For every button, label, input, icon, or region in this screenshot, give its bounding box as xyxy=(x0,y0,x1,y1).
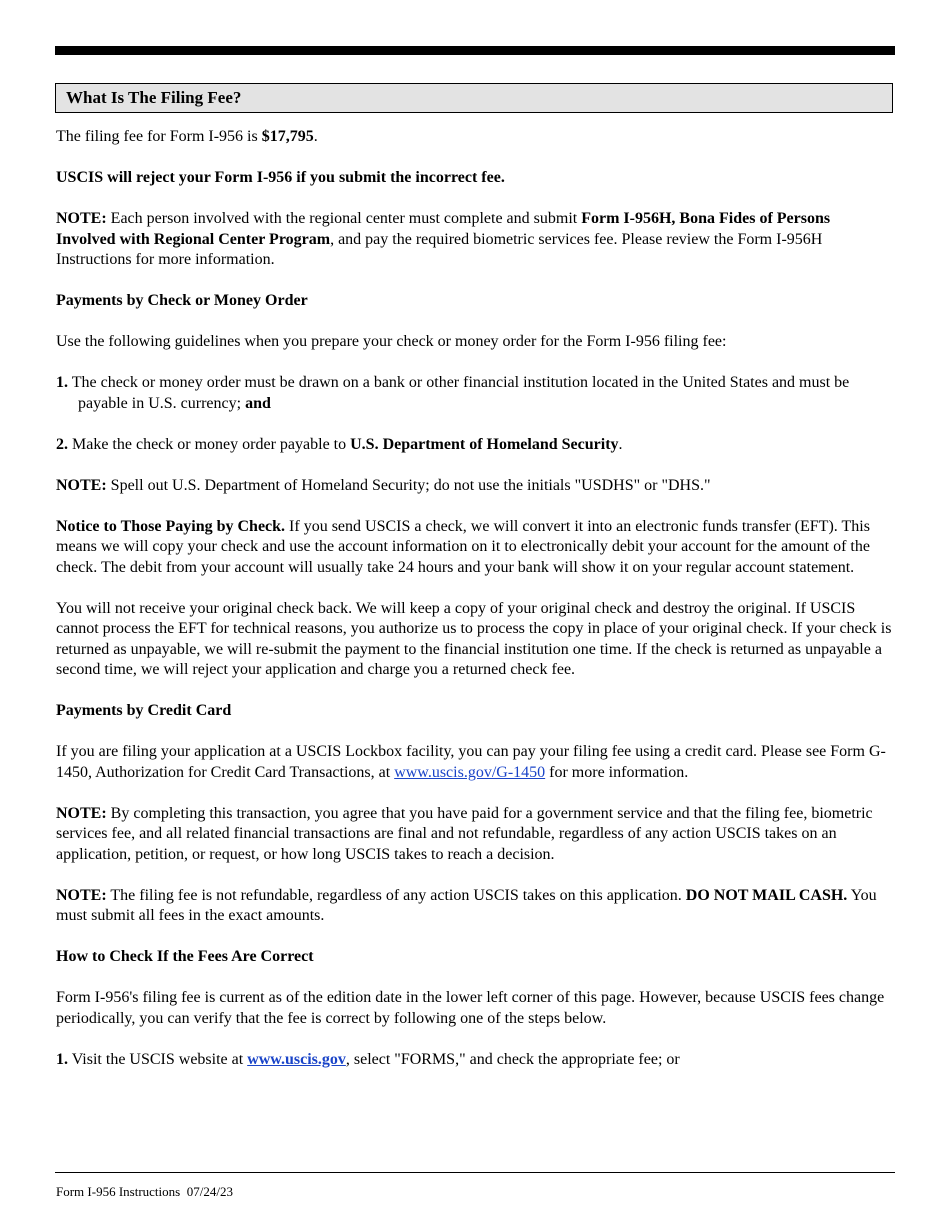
page-footer xyxy=(56,1184,233,1200)
step-item: 1. Visit the USCIS website at www.uscis.gov, select "FORMS," and check the appropriate fee; or xyxy=(56,1050,680,1068)
original-check-paragraph: You will not receive your original check back. We will keep a copy of your original check and destroy the original. If USCIS cannot process the EFT for technical reasons, you authorize us to process the copy in place of your original check. If your check is returned as unpayable, we will re-submit the payment to the financial institution one time. If the check is returned as unpayable a second time, we will reject your application and charge you a returned check fee. xyxy=(56,599,892,678)
form-name: Form I-956H, Bona Fides of Persons Involved with Regional Center Program xyxy=(56,210,831,248)
guidelines-intro: Use the following guidelines when you prepare your check or money order for the Form I-956 filing fee: xyxy=(56,333,727,350)
credit-heading: Payments by Credit Card xyxy=(56,702,232,719)
uscis-link[interactable]: www.uscis.gov xyxy=(247,1050,346,1068)
notice-check: Notice to Those Paying by Check. If you send USCIS a check, we will convert it into an electronic funds transfer (EFT). This means we will copy your check and use the account information on it to electronically debit your account for the amount of the check. The debit from your account will usually take 24 hours and your bank will show it on your regular account statement. xyxy=(56,517,870,576)
fee-paragraph: The filing fee for Form I-956 is $17,795. xyxy=(56,128,318,145)
fees-paragraph: Form I-956's filing fee is current as of the edition date in the lower left corner of this page. However, because USCIS fees change periodically, you can verify that the fee is correct by following one of the steps below. xyxy=(56,989,885,1027)
note-bona-fides: NOTE: Each person involved with the regional center must complete and submit Form I-956H, Bona Fides of Persons Involved with Regional Center Program, and pay the required biometric services fee. Please review the Form I-956H Instructions for more information. xyxy=(56,210,831,268)
top-rule xyxy=(55,46,895,55)
g1450-link[interactable]: www.uscis.gov/G-1450 xyxy=(394,763,546,781)
note-label: NOTE: xyxy=(56,210,107,227)
footer-date: 07/24/23 xyxy=(186,1184,233,1199)
note-spell-out: NOTE: Spell out U.S. Department of Homeland Security; do not use the initials "USDHS" or "DHS." xyxy=(56,476,711,494)
guideline-item: 1. The check or money order must be drawn on a bank or other financial institution located in the United States and must be payable in U.S. currency; and xyxy=(56,374,850,412)
footer-rule xyxy=(55,1172,895,1173)
section-header xyxy=(55,83,893,113)
credit-paragraph: If you are filing your application at a USCIS Lockbox facility, you can pay your filing fee using a credit card. Please see Form G-1450, Authorization for Credit Card Transactions, at www.uscis.gov/G-1450 for more information. xyxy=(56,743,886,781)
note-refund: NOTE: The filing fee is not refundable, regardless of any action USCIS takes on this application. DO NOT MAIL CASH. You must submit all fees in the exact amounts. xyxy=(56,886,877,924)
section-title: What Is The Filing Fee? xyxy=(66,88,242,107)
payee: U.S. Department of Homeland Security xyxy=(350,435,619,453)
check-heading: Payments by Check or Money Order xyxy=(56,292,308,309)
guideline-item: 2. Make the check or money order payable to U.S. Department of Homeland Security. xyxy=(56,435,623,453)
reject-warning: USCIS will reject your Form I-956 if you submit the incorrect fee. xyxy=(56,169,505,186)
fees-heading: How to Check If the Fees Are Correct xyxy=(56,948,314,965)
footer-form: Form I-956 Instructions xyxy=(56,1184,181,1199)
fee-amount: $17,795 xyxy=(261,128,314,145)
note-transaction: NOTE: By completing this transaction, you agree that you have paid for a government service and that the filing fee, biometric services fee, and all related financial transactions are final and not refundable, regardless of any action USCIS takes on an application, petition, or request, or how long USCIS takes to reach a decision. xyxy=(56,804,873,863)
document-body xyxy=(56,127,892,1091)
